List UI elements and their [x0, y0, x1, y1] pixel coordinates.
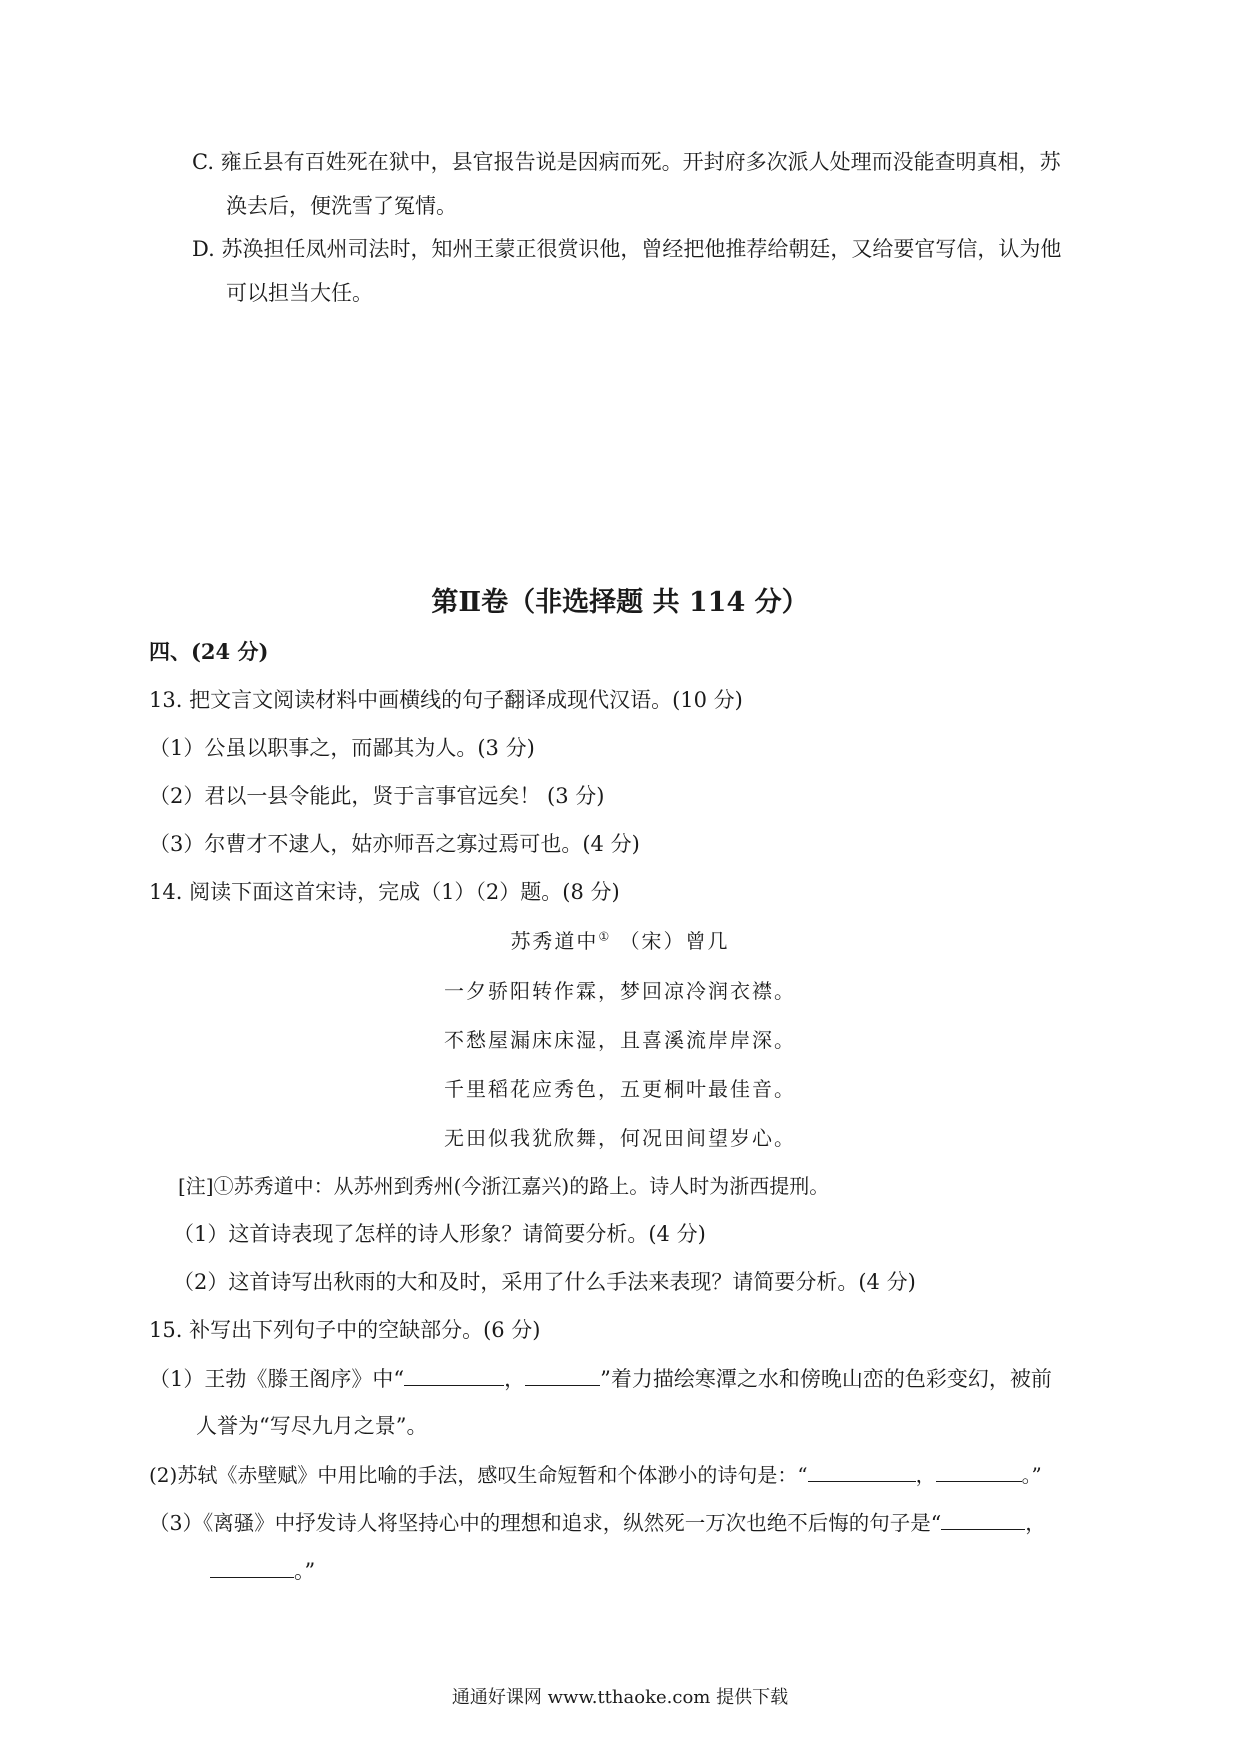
poem-note-mark: ①	[598, 929, 612, 944]
q15-item-2-text-b: ，	[915, 1463, 936, 1487]
q15-item-2-text-c: 。”	[1021, 1463, 1042, 1487]
answer-blank[interactable]	[941, 1507, 1025, 1530]
q14-item-2: （2）这首诗写出秋雨的大和及时，采用了什么手法来表现？请简要分析。(4 分)	[173, 1270, 916, 1294]
option-c-line-2: 涣去后，便洗雪了冤情。	[226, 194, 457, 218]
q14-item-1: （1）这首诗表现了怎样的诗人形象？请简要分析。(4 分)	[173, 1222, 706, 1246]
q15-item-1	[149, 1363, 1052, 1394]
q15-item-1-text-c: ”着力描绘寒潭之水和傍晚山峦的色彩变幻，被前	[600, 1367, 1052, 1391]
q15-item-1-text-b: ，	[504, 1367, 526, 1391]
q14-stem: 14. 阅读下面这首宋诗，完成（1）（2）题。(8 分)	[149, 880, 620, 904]
q15-item-1-text-a: （1）王勃《滕王阁序》中“	[149, 1367, 405, 1391]
option-c-line-1: C. 雍丘县有百姓死在狱中，县官报告说是因病而死。开封府多次派人处理而没能查明真相，苏	[192, 150, 1061, 174]
page-footer: 通通好课网 www.tthaoke.com 提供下载	[451, 1687, 789, 1708]
q15-item-3-cont	[210, 1555, 315, 1586]
q15-item-2	[149, 1459, 1042, 1490]
poem-author: （宋）曾几	[619, 929, 730, 953]
poem-line-1: 一夕骄阳转作霖，梦回凉冷润衣襟。	[444, 979, 796, 1003]
q13-item-1: （1）公虽以职事之，而鄙其为人。(3 分)	[149, 736, 535, 760]
poem-title: 苏秀道中	[510, 929, 599, 953]
section-title: 第Ⅱ卷（非选择题 共 114 分）	[431, 587, 809, 618]
poem-line-4: 无田似我犹欣舞，何况田间望岁心。	[444, 1126, 796, 1150]
poem-line-2: 不愁屋漏床床湿，且喜溪流岸岸深。	[444, 1028, 796, 1052]
q15-stem: 15. 补写出下列句子中的空缺部分。(6 分)	[149, 1318, 541, 1342]
q15-item-3-text-b: ，	[1025, 1511, 1046, 1535]
q13-stem: 13. 把文言文阅读材料中画横线的句子翻译成现代汉语。(10 分)	[149, 688, 743, 712]
poem-footnote: [注]①苏秀道中：从苏州到秀州(今浙江嘉兴)的路上。诗人时为浙西提刑。	[178, 1174, 830, 1198]
answer-blank[interactable]	[936, 1459, 1022, 1482]
answer-blank[interactable]	[210, 1555, 294, 1578]
poem-line-3: 千里稻花应秀色，五更桐叶最佳音。	[444, 1077, 796, 1101]
answer-blank[interactable]	[404, 1363, 504, 1386]
q13-item-3: （3）尔曹才不逮人，姑亦师吾之寡过焉可也。(4 分)	[149, 832, 640, 856]
q13-item-2: （2）君以一县令能此，贤于言事官远矣！ (3 分)	[149, 784, 605, 808]
q15-item-3	[149, 1507, 1046, 1538]
option-d-line-1: D. 苏涣担任凤州司法时，知州王蒙正很赏识他，曾经把他推荐给朝廷，又给要官写信，认为他	[192, 237, 1062, 261]
q15-item-2-text-a: (2)苏轼《赤壁赋》中用比喻的手法，感叹生命短暂和个体渺小的诗句是：“	[149, 1463, 808, 1487]
option-d-line-2: 可以担当大任。	[226, 281, 373, 305]
q15-item-1-cont: 人誉为“写尽九月之景”。	[196, 1414, 428, 1438]
part-four-heading: 四、(24 分)	[149, 639, 269, 664]
poem-heading	[0, 925, 1240, 954]
answer-blank[interactable]	[808, 1459, 916, 1482]
q15-item-3-text-a: （3）《离骚》中抒发诗人将坚持心中的理想和追求，纵然死一万次也绝不后悔的句子是“	[149, 1511, 942, 1535]
q15-item-3-text-c: 。”	[294, 1559, 316, 1583]
answer-blank[interactable]	[525, 1363, 600, 1386]
